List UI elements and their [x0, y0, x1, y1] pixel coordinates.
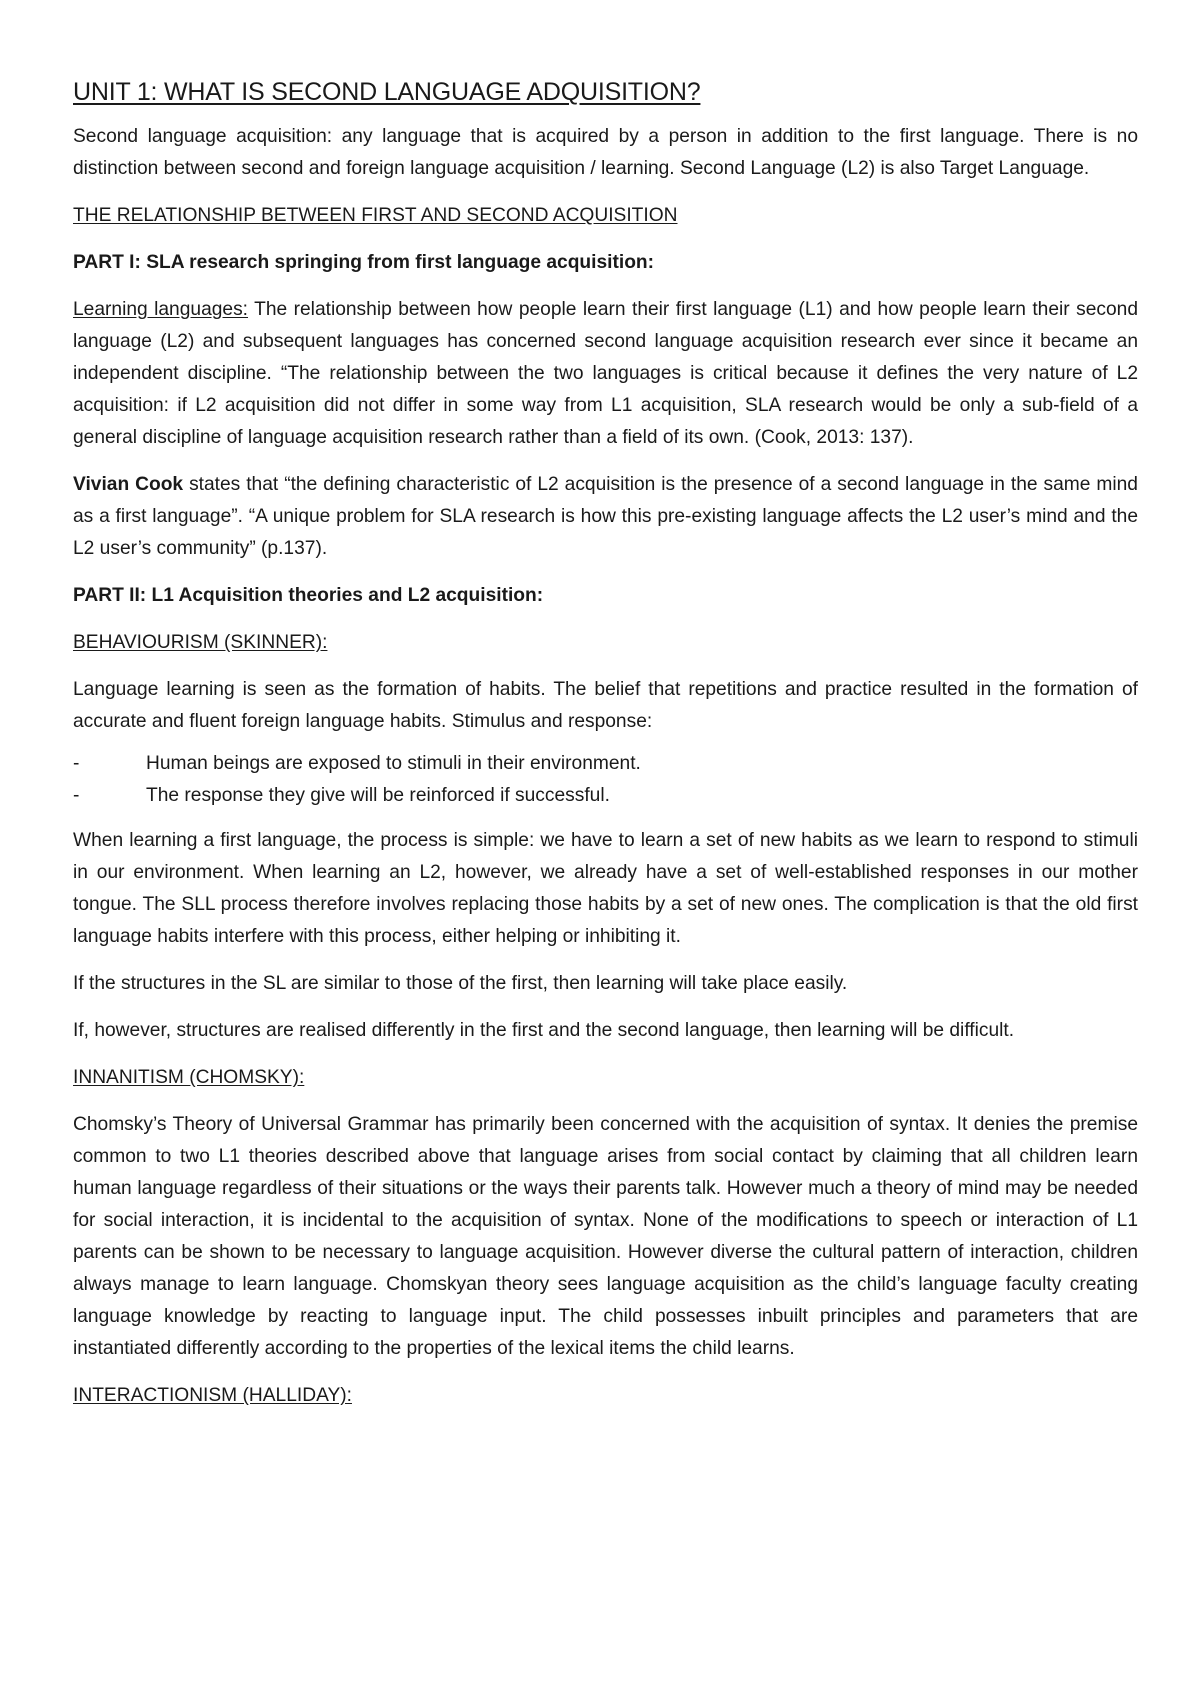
intro-paragraph: Second language acquisition: any language that is acquired by a person in addition to the first language. There is no distinction between second and foreign language acquisition / learning. Second Language (L2) is also Target Language. [73, 126, 1138, 179]
learning-languages-paragraph [73, 294, 1138, 454]
cook-name: Vivian Cook [73, 474, 184, 495]
learning-languages-text: The relationship between how people learn their first language (L1) and how people learn their second language (L2) and subsequent languages has concerned second language acquisition research ever since it became an independent discipline. “The relationship between the two languages is critical because it defines the very nature of L2 acquisition: if L2 acquisition did not differ in some way from L1 acquisition, SLA research would be only a sub-field of a general discipline of language acquisition research rather than a field of its own. (Cook, 2013: 137). [73, 299, 1138, 448]
behaviourism-heading: BEHAVIOURISM (SKINNER): [73, 632, 328, 653]
innanitism-paragraph: Chomsky’s Theory of Universal Grammar has primarily been concerned with the acquisition of syntax. It denies the premise common to two L1 theories described above that language arises from social contact by claiming that all children learn human language regardless of their situations or the ways their parents talk. However much a theory of mind may be needed for social interaction, it is incidental to the acquisition of syntax. None of the modifications to speech or interaction of L1 parents can be shown to be necessary to language acquisition. However diverse the cultural pattern of interaction, children always manage to learn language. Chomskyan theory sees language acquisition as the child’s language faculty creating language knowledge by reacting to language input. The child possesses inbuilt principles and parameters that are instantiated differently according to the properties of the lexical items the child learns. [73, 1114, 1138, 1359]
behaviourism-paragraph-2: If the structures in the SL are similar to those of the first, then learning will take place easily. [73, 973, 848, 994]
dash-mark: - [73, 753, 80, 774]
cook-paragraph [73, 469, 1138, 565]
relationship-heading: THE RELATIONSHIP BETWEEN FIRST AND SECOND ACQUISITION [73, 205, 678, 226]
interactionism-heading: INTERACTIONISM (HALLIDAY): [73, 1385, 352, 1406]
page-title: UNIT 1: WHAT IS SECOND LANGUAGE ADQUISITION? [73, 78, 701, 106]
behaviourism-paragraph-1: When learning a first language, the process is simple: we have to learn a set of new habits as we learn to respond to stimuli in our environment. When learning an L2, however, we already have a set of well-established responses in our mother tongue. The SLL process therefore involves replacing those habits by a set of new ones. The complication is that the old first language habits interfere with this process, either helping or inhibiting it. [73, 830, 1138, 947]
dash-mark: - [73, 785, 80, 806]
behaviourism-intro: Language learning is seen as the formation of habits. The belief that repetitions and practice resulted in the formation of accurate and fluent foreign language habits. Stimulus and response: [73, 679, 1138, 732]
part1-heading: PART I: SLA research springing from first language acquisition: [73, 252, 655, 273]
document-page [73, 78, 1138, 1427]
list-item: - The response they give will be reinforced if successful. [73, 780, 1138, 812]
behaviourism-paragraph-3: If, however, structures are realised differently in the first and the second language, then learning will be difficult. [73, 1020, 1015, 1041]
innanitism-heading: INNANITISM (CHOMSKY): [73, 1067, 305, 1088]
cook-text: states that “the defining characteristic of L2 acquisition is the presence of a second language in the same mind as a first language”. “A unique problem for SLA research is how this pre-existing language affects the L2 user’s mind and the L2 user’s community” (p.137). [73, 474, 1138, 559]
part2-heading: PART II: L1 Acquisition theories and L2 acquisition: [73, 585, 544, 606]
list-item: - Human beings are exposed to stimuli in their environment. [73, 748, 1138, 780]
learning-languages-label: Learning languages: [73, 299, 249, 320]
stimulus-response-list [73, 748, 1138, 812]
